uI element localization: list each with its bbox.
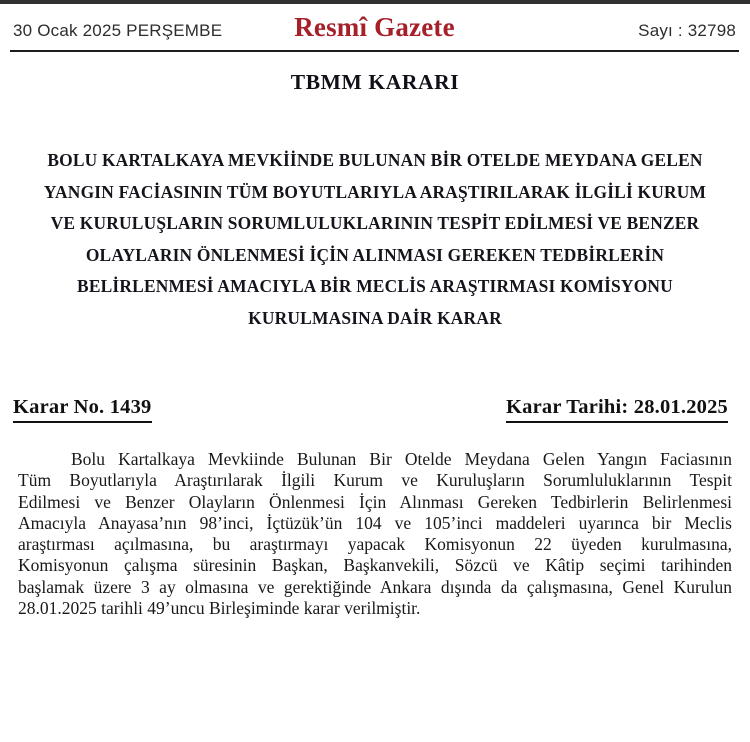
gazette-header [0,4,750,43]
section-title: TBMM KARARI [290,70,460,94]
gazette-masthead-title: Resmî Gazete [294,12,455,42]
body-line-4: Amacıyla Anayasa’nın 98’inci, İçtüzük’ün 104 ve 105’inci maddeleri uyarınca bir Meclis [18,512,732,533]
body-line-5: araştırması açılmasına, bu araştırmayı yapacak Komisyonun 22 üyeden kurulmasına, [18,534,732,555]
body-line-6: Komisyonun çalışma süresinin Başkan, Başkanvekili, Sözcü ve Kâtip seçimi tarihinden [18,555,732,576]
decision-number: Karar No. 1439 [13,396,152,423]
body-line-8: 28.01.2025 tarihli 49’uncu Birleşiminde karar verilmiştir. [18,598,421,619]
decision-meta-row [13,396,728,423]
decision-title-block [0,145,750,334]
decision-title-line-5: BELİRLENMESİ AMACIYLA BİR MECLİS ARAŞTIRMASI KOMİSYONU [77,276,673,296]
decision-title-line-6: KURULMASINA DAİR KARAR [248,307,502,328]
decision-date: Karar Tarihi: 28.01.2025 [506,396,728,423]
body-line-7: başlamak üzere 3 ay olmasına ve gerektiğinde Ankara dışında da çalışmasına, Genel Kurulun [18,576,732,597]
decision-body-paragraph [18,449,732,619]
decision-title-line-1: BOLU KARTALKAYA MEVKİİNDE BULUNAN BİR OTELDE MEYDANA GELEN [47,150,703,170]
decision-title-line-3: VE KURULUŞLARIN SORUMLULUKLARININ TESPİT EDİLMESİ VE BENZER [50,213,700,233]
decision-title-line-4: OLAYLARIN ÖNLENMESİ İÇİN ALINMASI GEREKEN TEDBİRLERİN [85,244,665,265]
gazette-date: 30 Ocak 2025 PERŞEMBE [13,21,223,40]
body-line-1: Bolu Kartalkaya Mevkiinde Bulunan Bir Otelde Meydana Gelen Yangın Faciasının [71,449,732,469]
header-divider-rule [10,50,739,52]
body-line-3: Edilmesi ve Benzer Olayların Önlenmesi İçin Alınması Gereken Tedbirlerin Belirlenmesi [18,491,732,512]
body-line-2: Tüm Boyutlarıyla Araştırılarak İlgili Kurum ve Kuruluşların Sorumluluklarının Tespit [18,470,732,491]
gazette-issue-number: Sayı : 32798 [638,21,737,40]
decision-title-line-2: YANGIN FACİASININ TÜM BOYUTLARIYLA ARAŞTIRILARAK İLGİLİ KURUM [43,181,707,202]
